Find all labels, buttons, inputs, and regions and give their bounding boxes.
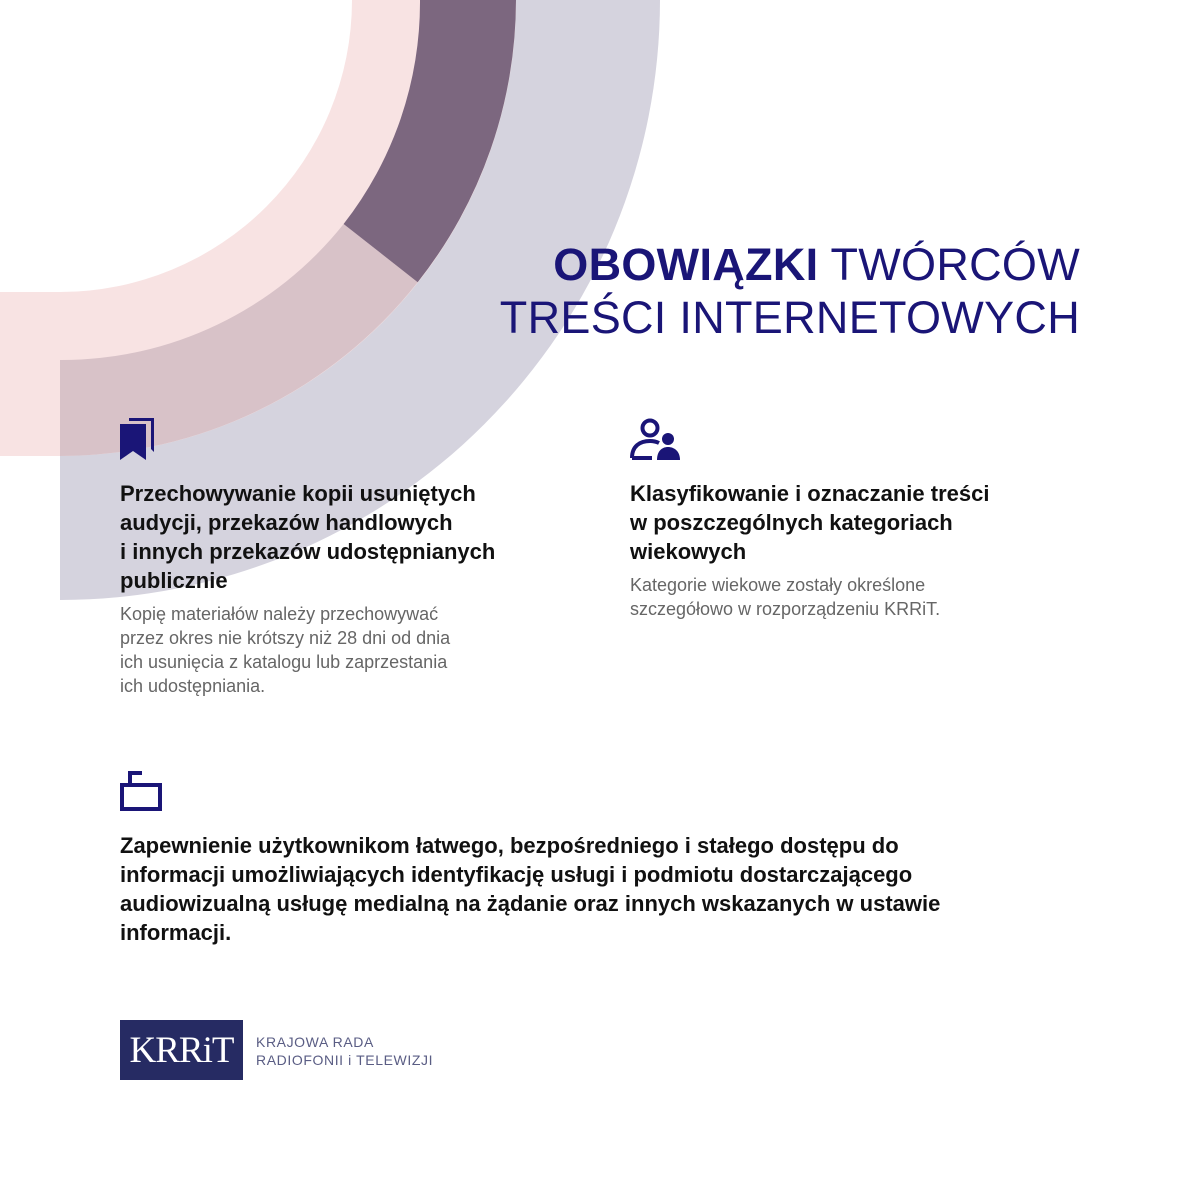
title-rest: TWÓRCÓW bbox=[830, 239, 1080, 290]
bookmarks-icon bbox=[120, 418, 154, 460]
item-1-title: Przechowywanie kopii usuniętych audycji, przekazów handlowych i innych przekazów udostępnianych publicznie bbox=[120, 481, 496, 593]
logo-mark: KRRiT bbox=[129, 1029, 234, 1071]
item-2-description: Kategorie wiekowe zostały określone szczegółowo w rozporządzeniu KRRiT. bbox=[630, 575, 941, 619]
krrit-logo bbox=[120, 1020, 243, 1080]
users-icon bbox=[630, 418, 682, 460]
title-line2: TREŚCI INTERNETOWYCH bbox=[499, 292, 1080, 343]
item-1-description: Kopię materiałów należy przechowywać przez okres nie krótszy niż 28 dni od dnia ich usunięcia z katalogu lub zaprzestania ich udostępniania. bbox=[120, 604, 451, 696]
item-3-title: Zapewnienie użytkownikom łatwego, bezpośredniego i stałego dostępu do informacji umożliwiających identyfikację usługi i podmiotu dostarczającego audiowizualną usługę medialną na żądanie oraz innych wskazanych w ustawie informacji. bbox=[120, 833, 941, 945]
logo-name: KRAJOWA RADA RADIOFONII i TELEWIZJI bbox=[256, 1034, 434, 1068]
page-title bbox=[500, 238, 1080, 344]
title-bold: OBOWIĄZKI bbox=[553, 239, 819, 290]
mailbox-icon bbox=[120, 771, 162, 811]
item-2-title: Klasyfikowanie i oznaczanie treści w poszczególnych kategoriach wiekowych bbox=[630, 481, 990, 564]
